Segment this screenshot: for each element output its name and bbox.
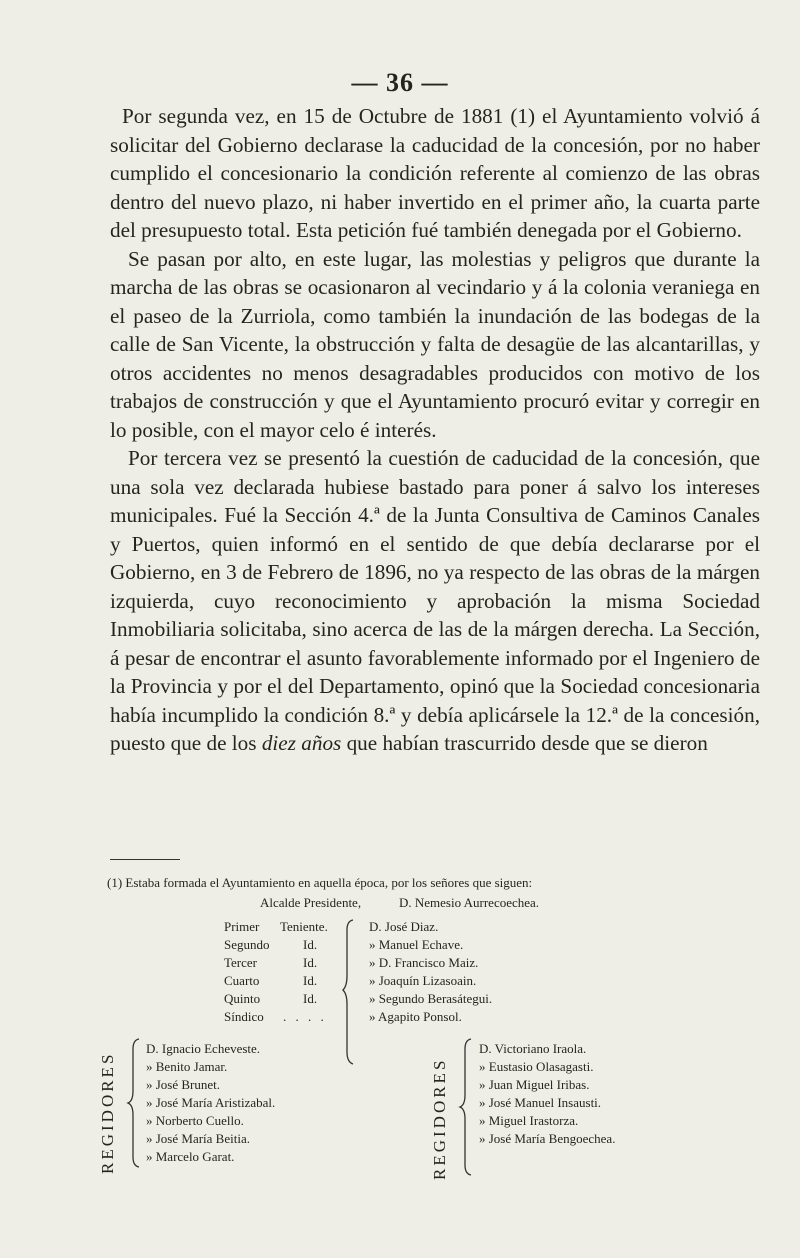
- paragraph-3-text: Por tercera vez se presentó la cuestión de caducidad de la concesión, que una sola vez declarada hubiese bastado para poner á salvo los intereses municipales. Fué la Sección 4.ª de la Junta Consultiva de Caminos Canales y Puertos, quien informó en el sentido de que debía declararse por el Gobierno, en 3 de Febrero de 1896, no ya respecto de las obras de la márgen izquierda, cuyo reconocimiento y aprobación la misma Sociedad Inmobiliaria solicitaba, sino acerca de las de la márgen derecha. La Sección, á pesar de encontrar el asunto favorablemente informado por el Ingeniero de la Provincia y por el del Departamento, opinó que la Sociedad concesionaria había incumplido la condición 8.ª y debía aplicársele la 12.ª de la concesión, puesto que de los: [110, 446, 760, 755]
- paragraph-3-italic: diez años: [261, 731, 342, 755]
- main-text: [110, 102, 760, 758]
- officer-role: Síndico: [224, 1009, 264, 1024]
- footnote-rule: [110, 859, 180, 860]
- regidores-label-left: REGIDORES: [98, 1051, 117, 1174]
- paragraph-2: Se pasan por alto, en este lugar, las molestias y peligros que durante la marcha de las obras se ocasionaron al vecindario y á la colonia veraniega en el paseo de la Zurriola, como también la inundación de las bodegas de la calle de San Vicente, la obstrucción y falta de desagüe de las alcantarillas, y otros accidentes no menos desagradables producidos con motivo de los trabajos de construcción y que el Ayuntamiento procuró evitar y corregir en lo posible, con el mayor celo é interés.: [110, 246, 760, 442]
- regidores-brace-right: [461, 1037, 479, 1177]
- officer-role: Primer: [224, 919, 260, 934]
- paragraph-3: [110, 444, 760, 758]
- regidor-left: » Benito Jamar.: [146, 1059, 228, 1074]
- paragraph-1: Por segunda vez, en 15 de Octubre de 1881 (1) el Ayuntamiento volvió á solicitar del Gobierno declarase la caducidad de la concesión, por no haber cumplido el concesionario la condición referente al comienzo de las obras dentro del nuevo plazo, ni haber invertido en el primer año, la cuarta parte del presupuesto total. Esta petición fué también denegada por el Gobierno.: [110, 104, 760, 242]
- regidor-right: » José Manuel Insausti.: [479, 1095, 602, 1110]
- officer-title: Id.: [303, 955, 318, 970]
- officer-name: » Agapito Ponsol.: [369, 1009, 462, 1024]
- officer-name: » Manuel Echave.: [369, 937, 464, 952]
- officer-name: » Joaquín Lizasoain.: [369, 973, 477, 988]
- regidor-left: » Norberto Cuello.: [146, 1113, 244, 1128]
- regidor-right: » Miguel Irastorza.: [479, 1113, 579, 1128]
- officer-name: D. José Diaz.: [369, 919, 439, 934]
- officer-title: Id.: [303, 991, 318, 1006]
- regidor-right: » Eustasio Olasagasti.: [479, 1059, 594, 1074]
- officer-role: Segundo: [224, 937, 270, 952]
- regidores-brace-left: [129, 1037, 147, 1169]
- officer-title: Id.: [303, 973, 318, 988]
- regidor-right: » José María Bengoechea.: [479, 1131, 616, 1146]
- officer-role: Tercer: [224, 955, 258, 970]
- officer-name: » D. Francisco Maiz.: [369, 955, 479, 970]
- officer-name: » Segundo Berasátegui.: [369, 991, 493, 1006]
- alcalde-role: Alcalde Presidente,: [260, 895, 362, 910]
- officer-title: . . . .: [283, 1009, 327, 1024]
- officer-brace: [345, 918, 365, 1066]
- regidor-right: » Juan Miguel Iribas.: [479, 1077, 590, 1092]
- officer-title: Teniente.: [280, 919, 328, 934]
- regidor-left: » Marcelo Garat.: [146, 1149, 235, 1164]
- alcalde-name: D. Nemesio Aurrecoechea.: [399, 895, 540, 910]
- regidor-right: D. Victoriano Iraola.: [479, 1041, 587, 1056]
- officer-title: Id.: [303, 937, 318, 952]
- regidores-label-right: REGIDORES: [430, 1057, 449, 1180]
- regidor-left: D. Ignacio Echeveste.: [146, 1041, 261, 1056]
- paragraph-3-end: que habían trascurrido desde que se dieron: [341, 731, 708, 755]
- regidor-left: » José María Beitia.: [146, 1131, 250, 1146]
- page-number: — 36 —: [351, 68, 449, 97]
- officer-role: Quinto: [224, 991, 261, 1006]
- regidor-left: » José Brunet.: [146, 1077, 221, 1092]
- regidor-left: » José María Aristizabal.: [146, 1095, 276, 1110]
- officer-role: Cuarto: [224, 973, 260, 988]
- footnote-intro: (1) Estaba formada el Ayuntamiento en aquella época, por los señores que siguen:: [107, 875, 533, 890]
